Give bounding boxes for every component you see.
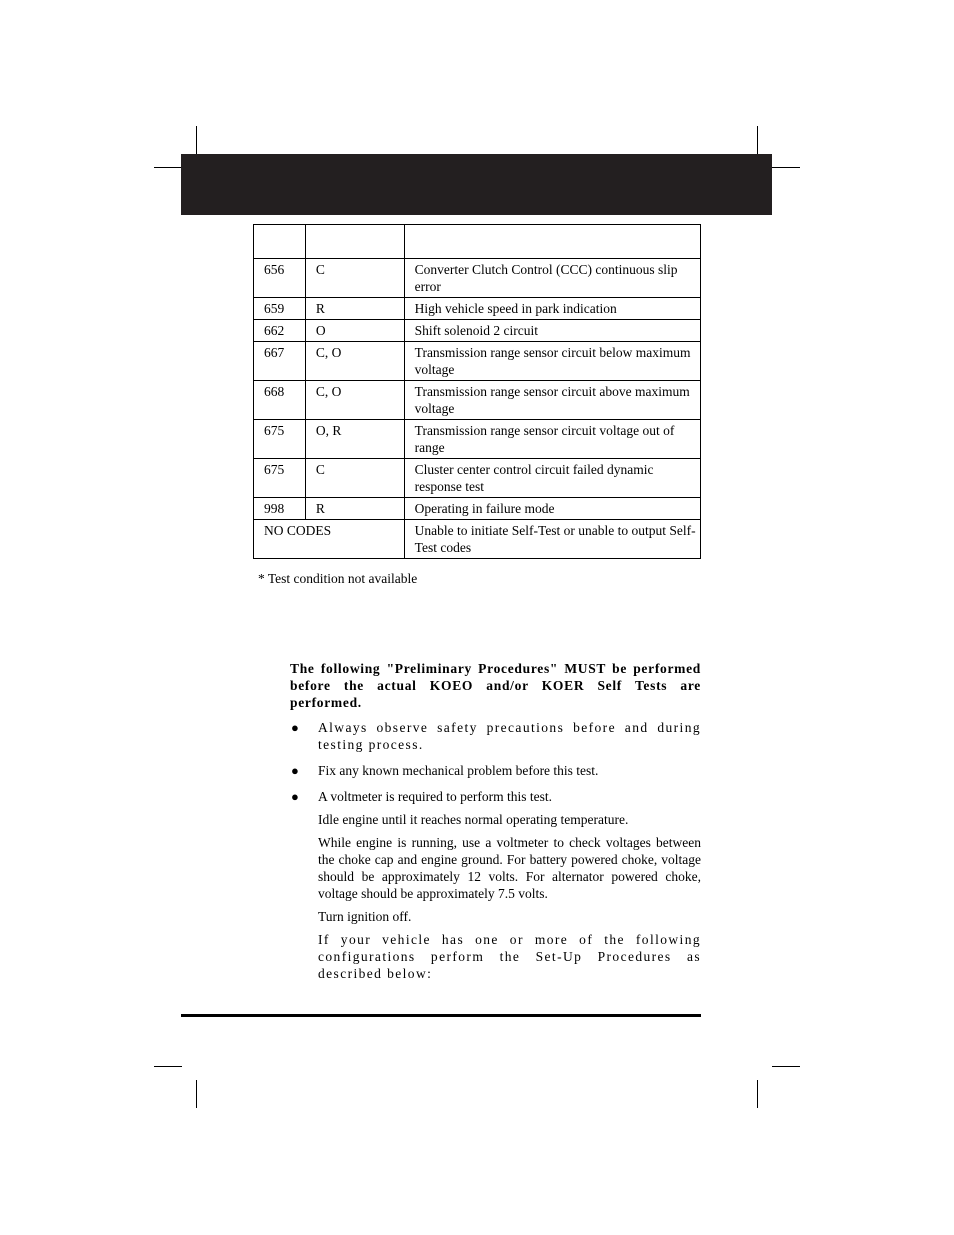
crop-mark-top-right-h bbox=[772, 167, 800, 168]
bullet-icon: ● bbox=[291, 789, 299, 804]
description-cell: Cluster center control circuit failed dynamic response test bbox=[404, 459, 700, 498]
description-cell: Transmission range sensor circuit above maximum voltage bbox=[404, 381, 700, 420]
table-row bbox=[254, 459, 701, 498]
crop-mark-top-left-h bbox=[154, 167, 181, 168]
description-cell: Converter Clutch Control (CCC) continuous slip error bbox=[404, 259, 700, 298]
intro-paragraph: The following "Preliminary Procedures" MUST be performed before the actual KOEO and/or KOER Self Tests are performed. bbox=[290, 661, 701, 710]
crop-mark-top-right bbox=[757, 126, 758, 154]
bullet-item bbox=[290, 762, 701, 779]
header-cell bbox=[404, 225, 700, 259]
condition-cell: R bbox=[305, 298, 404, 320]
trouble-code-table bbox=[253, 224, 701, 559]
table-row bbox=[254, 342, 701, 381]
bullet-item bbox=[290, 719, 701, 753]
step-paragraph: If your vehicle has one or more of the following configurations perform the Set-Up Procedures as described below: bbox=[318, 932, 701, 981]
no-codes-cell: NO CODES bbox=[254, 520, 405, 559]
description-cell: Shift solenoid 2 circuit bbox=[404, 320, 700, 342]
table-row bbox=[254, 498, 701, 520]
table-row bbox=[254, 298, 701, 320]
header-cell bbox=[305, 225, 404, 259]
description-cell: Transmission range sensor circuit voltage out of range bbox=[404, 420, 700, 459]
bullet-text: Always observe safety precautions before and during testing process. bbox=[318, 720, 701, 752]
code-cell: 656 bbox=[254, 259, 306, 298]
bullet-item bbox=[290, 788, 701, 805]
code-cell: 675 bbox=[254, 459, 306, 498]
condition-cell: C bbox=[305, 259, 404, 298]
step-paragraph: While engine is running, use a voltmeter to check voltages between the choke cap and engine ground. For battery powered choke, voltage should be approximately 12 volts. For alternator powered choke, voltage should be approximately 7.5 volts. bbox=[318, 835, 701, 901]
table-header-row bbox=[254, 225, 701, 259]
description-cell: Transmission range sensor circuit below maximum voltage bbox=[404, 342, 700, 381]
bottom-rule bbox=[181, 1014, 701, 1017]
code-cell: 998 bbox=[254, 498, 306, 520]
table-row bbox=[254, 259, 701, 298]
crop-mark-bottom-left bbox=[196, 1080, 197, 1108]
code-cell: 667 bbox=[254, 342, 306, 381]
condition-cell: O, R bbox=[305, 420, 404, 459]
table-row bbox=[254, 381, 701, 420]
preliminary-procedures bbox=[290, 660, 701, 988]
crop-mark-top-left bbox=[196, 126, 197, 154]
description-cell: Operating in failure mode bbox=[404, 498, 700, 520]
condition-cell: O bbox=[305, 320, 404, 342]
code-cell: 675 bbox=[254, 420, 306, 459]
table-row bbox=[254, 320, 701, 342]
table-row-no-codes bbox=[254, 520, 701, 559]
bullet-text: A voltmeter is required to perform this test. bbox=[318, 789, 552, 804]
code-cell: 668 bbox=[254, 381, 306, 420]
condition-cell: R bbox=[305, 498, 404, 520]
table-footnote: * Test condition not available bbox=[258, 571, 418, 586]
step-paragraph: Idle engine until it reaches normal operating temperature. bbox=[318, 812, 629, 827]
header-cell bbox=[254, 225, 306, 259]
description-cell: Unable to initiate Self-Test or unable to output Self-Test codes bbox=[404, 520, 700, 559]
code-cell: 662 bbox=[254, 320, 306, 342]
bullet-icon: ● bbox=[291, 720, 299, 735]
header-bar bbox=[181, 154, 772, 215]
crop-mark-bottom-right bbox=[757, 1080, 758, 1108]
condition-cell: C, O bbox=[305, 381, 404, 420]
condition-cell: C bbox=[305, 459, 404, 498]
description-cell: High vehicle speed in park indication bbox=[404, 298, 700, 320]
bullet-icon: ● bbox=[291, 763, 299, 778]
bullet-text: Fix any known mechanical problem before this test. bbox=[318, 763, 599, 778]
crop-mark-bottom-right-h bbox=[772, 1066, 800, 1067]
table-row bbox=[254, 420, 701, 459]
crop-mark-bottom-left-h bbox=[154, 1066, 182, 1067]
code-cell: 659 bbox=[254, 298, 306, 320]
condition-cell: C, O bbox=[305, 342, 404, 381]
step-paragraph: Turn ignition off. bbox=[318, 909, 412, 924]
